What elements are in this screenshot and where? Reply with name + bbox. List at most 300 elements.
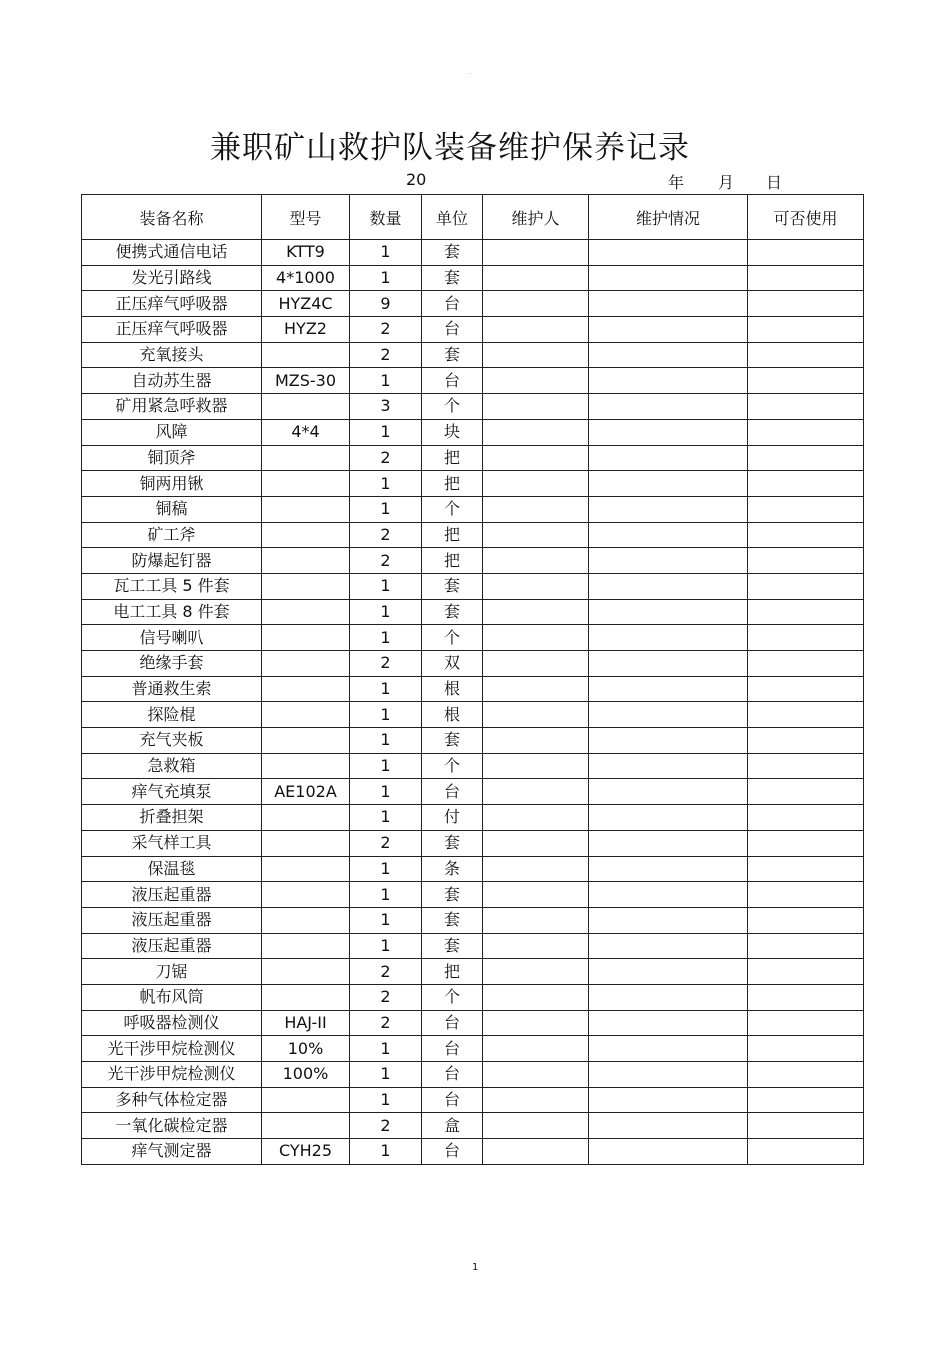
- cell-unit: 个: [422, 984, 483, 1010]
- cell-maintenance-status: [589, 573, 748, 599]
- header-maintainer: 维护人: [483, 195, 589, 240]
- cell-model: [262, 830, 350, 856]
- cell-maintenance-status: [589, 1139, 748, 1165]
- cell-unit: 套: [422, 265, 483, 291]
- cell-maintainer: [483, 1139, 589, 1165]
- cell-quantity: 2: [350, 342, 422, 368]
- table-row: [82, 265, 864, 291]
- cell-equipment-name: 电工工具 8 件套: [82, 599, 262, 625]
- cell-unit: 台: [422, 291, 483, 317]
- cell-equipment-name: 折叠担架: [82, 805, 262, 831]
- cell-maintenance-status: [589, 599, 748, 625]
- cell-usable: [748, 1139, 864, 1165]
- cell-quantity: 1: [350, 368, 422, 394]
- table-row: [82, 779, 864, 805]
- cell-maintainer: [483, 676, 589, 702]
- cell-maintenance-status: [589, 265, 748, 291]
- cell-maintainer: [483, 291, 589, 317]
- cell-usable: [748, 882, 864, 908]
- cell-maintenance-status: [589, 548, 748, 574]
- cell-maintainer: [483, 548, 589, 574]
- cell-usable: [748, 419, 864, 445]
- cell-equipment-name: 铜顶斧: [82, 445, 262, 471]
- cell-maintenance-status: [589, 419, 748, 445]
- cell-equipment-name: 保温毯: [82, 856, 262, 882]
- cell-model: [262, 753, 350, 779]
- cell-model: [262, 625, 350, 651]
- cell-model: 4*4: [262, 419, 350, 445]
- cell-model: MZS-30: [262, 368, 350, 394]
- cell-maintainer: [483, 317, 589, 343]
- cell-unit: 台: [422, 1036, 483, 1062]
- cell-model: [262, 1113, 350, 1139]
- table-row: [82, 1139, 864, 1165]
- cell-quantity: 1: [350, 676, 422, 702]
- cell-maintenance-status: [589, 1010, 748, 1036]
- cell-model: [262, 676, 350, 702]
- cell-maintainer: [483, 445, 589, 471]
- cell-equipment-name: 刀锯: [82, 959, 262, 985]
- cell-unit: 台: [422, 1139, 483, 1165]
- cell-maintenance-status: [589, 317, 748, 343]
- cell-model: HYZ4C: [262, 291, 350, 317]
- cell-model: 100%: [262, 1062, 350, 1088]
- table-row: [82, 805, 864, 831]
- cell-quantity: 2: [350, 317, 422, 343]
- cell-maintainer: [483, 933, 589, 959]
- cell-maintenance-status: [589, 830, 748, 856]
- cell-equipment-name: 便携式通信电话: [82, 240, 262, 266]
- cell-equipment-name: 发光引路线: [82, 265, 262, 291]
- cell-maintenance-status: [589, 933, 748, 959]
- cell-model: KTT9: [262, 240, 350, 266]
- table-row: [82, 728, 864, 754]
- cell-quantity: 1: [350, 573, 422, 599]
- cell-unit: 套: [422, 907, 483, 933]
- cell-equipment-name: 信号喇叭: [82, 625, 262, 651]
- cell-unit: 套: [422, 342, 483, 368]
- cell-unit: 套: [422, 573, 483, 599]
- cell-maintenance-status: [589, 779, 748, 805]
- cell-model: [262, 496, 350, 522]
- cell-quantity: 1: [350, 471, 422, 497]
- cell-usable: [748, 805, 864, 831]
- cell-maintenance-status: [589, 471, 748, 497]
- cell-usable: [748, 676, 864, 702]
- table-row: [82, 984, 864, 1010]
- table-row: [82, 959, 864, 985]
- cell-maintenance-status: [589, 805, 748, 831]
- cell-equipment-name: 液压起重器: [82, 907, 262, 933]
- date-day-label: 日: [766, 173, 783, 192]
- cell-maintainer: [483, 342, 589, 368]
- cell-equipment-name: 痒气充填泵: [82, 779, 262, 805]
- cell-usable: [748, 573, 864, 599]
- cell-unit: 盒: [422, 1113, 483, 1139]
- cell-usable: [748, 984, 864, 1010]
- cell-maintainer: [483, 1010, 589, 1036]
- cell-maintainer: [483, 419, 589, 445]
- cell-model: [262, 882, 350, 908]
- cell-quantity: 2: [350, 830, 422, 856]
- cell-model: [262, 445, 350, 471]
- cell-unit: 台: [422, 368, 483, 394]
- cell-quantity: 1: [350, 753, 422, 779]
- cell-maintainer: [483, 805, 589, 831]
- table-row: [82, 342, 864, 368]
- cell-equipment-name: 普通救生索: [82, 676, 262, 702]
- cell-maintainer: [483, 907, 589, 933]
- cell-model: [262, 702, 350, 728]
- cell-model: [262, 394, 350, 420]
- cell-maintenance-status: [589, 856, 748, 882]
- cell-usable: [748, 445, 864, 471]
- cell-maintenance-status: [589, 1036, 748, 1062]
- cell-usable: [748, 522, 864, 548]
- table-row: [82, 830, 864, 856]
- table-row: [82, 1087, 864, 1113]
- table-row: [82, 676, 864, 702]
- cell-maintenance-status: [589, 1087, 748, 1113]
- cell-quantity: 1: [350, 1062, 422, 1088]
- cell-unit: 台: [422, 779, 483, 805]
- cell-usable: [748, 728, 864, 754]
- cell-maintenance-status: [589, 984, 748, 1010]
- cell-maintenance-status: [589, 676, 748, 702]
- cell-maintenance-status: [589, 651, 748, 677]
- cell-unit: 套: [422, 882, 483, 908]
- cell-maintenance-status: [589, 496, 748, 522]
- cell-maintenance-status: [589, 445, 748, 471]
- cell-quantity: 1: [350, 1139, 422, 1165]
- cell-equipment-name: 痒气测定器: [82, 1139, 262, 1165]
- cell-unit: 把: [422, 471, 483, 497]
- cell-usable: [748, 1010, 864, 1036]
- cell-equipment-name: 采气样工具: [82, 830, 262, 856]
- cell-model: [262, 599, 350, 625]
- cell-usable: [748, 625, 864, 651]
- cell-unit: 台: [422, 1087, 483, 1113]
- cell-quantity: 2: [350, 548, 422, 574]
- cell-quantity: 2: [350, 651, 422, 677]
- cell-model: HYZ2: [262, 317, 350, 343]
- cell-maintainer: [483, 882, 589, 908]
- table-row: [82, 599, 864, 625]
- equipment-maintenance-table: [81, 194, 864, 1165]
- page-number: 1: [472, 1262, 479, 1273]
- cell-model: [262, 728, 350, 754]
- table-row: [82, 907, 864, 933]
- cell-equipment-name: 多种气体检定器: [82, 1087, 262, 1113]
- cell-maintenance-status: [589, 728, 748, 754]
- cell-unit: 台: [422, 1062, 483, 1088]
- cell-unit: 根: [422, 676, 483, 702]
- table-row: [82, 522, 864, 548]
- table-row: [82, 496, 864, 522]
- cell-maintainer: [483, 599, 589, 625]
- cell-unit: 双: [422, 651, 483, 677]
- cell-equipment-name: 液压起重器: [82, 882, 262, 908]
- cell-equipment-name: 一氧化碳检定器: [82, 1113, 262, 1139]
- cell-maintainer: [483, 1087, 589, 1113]
- cell-quantity: 3: [350, 394, 422, 420]
- cell-quantity: 1: [350, 240, 422, 266]
- cell-quantity: 1: [350, 599, 422, 625]
- cell-equipment-name: 液压起重器: [82, 933, 262, 959]
- cell-model: [262, 342, 350, 368]
- cell-usable: [748, 959, 864, 985]
- table-row: [82, 1036, 864, 1062]
- cell-quantity: 2: [350, 959, 422, 985]
- cell-quantity: 1: [350, 882, 422, 908]
- table-row: [82, 651, 864, 677]
- date-month-label: 月: [718, 173, 735, 192]
- cell-quantity: 2: [350, 984, 422, 1010]
- cell-usable: [748, 291, 864, 317]
- cell-usable: [748, 599, 864, 625]
- cell-unit: 把: [422, 522, 483, 548]
- cell-quantity: 1: [350, 702, 422, 728]
- cell-unit: 套: [422, 830, 483, 856]
- table-body: [82, 240, 864, 1165]
- cell-maintenance-status: [589, 240, 748, 266]
- table-row: [82, 625, 864, 651]
- cell-maintenance-status: [589, 625, 748, 651]
- table-row: [82, 882, 864, 908]
- cell-equipment-name: 风障: [82, 419, 262, 445]
- cell-unit: 把: [422, 959, 483, 985]
- cell-maintainer: [483, 1036, 589, 1062]
- top-mark: ·: [469, 70, 472, 78]
- cell-maintenance-status: [589, 1113, 748, 1139]
- cell-usable: [748, 1036, 864, 1062]
- cell-equipment-name: 自动苏生器: [82, 368, 262, 394]
- cell-model: [262, 933, 350, 959]
- cell-usable: [748, 651, 864, 677]
- table-row: [82, 1062, 864, 1088]
- cell-maintainer: [483, 702, 589, 728]
- cell-maintenance-status: [589, 1062, 748, 1088]
- table-row: [82, 856, 864, 882]
- cell-quantity: 1: [350, 625, 422, 651]
- cell-equipment-name: 呼吸器检测仪: [82, 1010, 262, 1036]
- table-row: [82, 933, 864, 959]
- table-row: [82, 291, 864, 317]
- cell-quantity: 1: [350, 805, 422, 831]
- cell-quantity: 1: [350, 779, 422, 805]
- cell-equipment-name: 正压痒气呼吸器: [82, 317, 262, 343]
- cell-model: [262, 907, 350, 933]
- header-maintenance-status: 维护情况: [589, 195, 748, 240]
- cell-maintainer: [483, 753, 589, 779]
- cell-unit: 把: [422, 548, 483, 574]
- cell-maintainer: [483, 959, 589, 985]
- cell-maintainer: [483, 830, 589, 856]
- cell-maintainer: [483, 522, 589, 548]
- table-row: [82, 753, 864, 779]
- cell-maintainer: [483, 779, 589, 805]
- cell-equipment-name: 急救箱: [82, 753, 262, 779]
- table-row: [82, 368, 864, 394]
- cell-model: HAJ-II: [262, 1010, 350, 1036]
- cell-usable: [748, 548, 864, 574]
- page-title: 兼职矿山救护队装备维护保养记录: [210, 130, 690, 166]
- cell-quantity: 2: [350, 1113, 422, 1139]
- table-row: [82, 394, 864, 420]
- cell-equipment-name: 充氧接头: [82, 342, 262, 368]
- cell-usable: [748, 342, 864, 368]
- table-row: [82, 445, 864, 471]
- cell-model: [262, 856, 350, 882]
- cell-maintainer: [483, 625, 589, 651]
- cell-usable: [748, 317, 864, 343]
- cell-unit: 条: [422, 856, 483, 882]
- cell-unit: 台: [422, 1010, 483, 1036]
- cell-usable: [748, 1062, 864, 1088]
- cell-maintainer: [483, 573, 589, 599]
- cell-equipment-name: 充气夹板: [82, 728, 262, 754]
- cell-unit: 个: [422, 753, 483, 779]
- table-row: [82, 317, 864, 343]
- cell-maintainer: [483, 368, 589, 394]
- cell-equipment-name: 矿用紧急呼救器: [82, 394, 262, 420]
- cell-usable: [748, 830, 864, 856]
- cell-maintenance-status: [589, 753, 748, 779]
- cell-usable: [748, 1113, 864, 1139]
- cell-maintainer: [483, 1062, 589, 1088]
- cell-equipment-name: 瓦工工具 5 件套: [82, 573, 262, 599]
- cell-unit: 套: [422, 933, 483, 959]
- cell-model: [262, 522, 350, 548]
- cell-maintainer: [483, 265, 589, 291]
- cell-maintainer: [483, 651, 589, 677]
- table-row: [82, 419, 864, 445]
- cell-maintainer: [483, 394, 589, 420]
- cell-model: 4*1000: [262, 265, 350, 291]
- cell-equipment-name: 光干涉甲烷检测仪: [82, 1036, 262, 1062]
- cell-maintainer: [483, 728, 589, 754]
- cell-equipment-name: 防爆起钉器: [82, 548, 262, 574]
- cell-usable: [748, 265, 864, 291]
- cell-usable: [748, 779, 864, 805]
- cell-model: 10%: [262, 1036, 350, 1062]
- cell-unit: 台: [422, 317, 483, 343]
- cell-equipment-name: 矿工斧: [82, 522, 262, 548]
- cell-maintenance-status: [589, 882, 748, 908]
- cell-unit: 个: [422, 496, 483, 522]
- cell-usable: [748, 907, 864, 933]
- cell-usable: [748, 240, 864, 266]
- cell-maintenance-status: [589, 342, 748, 368]
- date-year-label: 年: [668, 173, 685, 192]
- cell-quantity: 1: [350, 419, 422, 445]
- cell-quantity: 2: [350, 522, 422, 548]
- cell-usable: [748, 753, 864, 779]
- cell-unit: 根: [422, 702, 483, 728]
- cell-usable: [748, 471, 864, 497]
- cell-unit: 套: [422, 240, 483, 266]
- cell-usable: [748, 1087, 864, 1113]
- cell-maintainer: [483, 240, 589, 266]
- cell-unit: 把: [422, 445, 483, 471]
- cell-usable: [748, 394, 864, 420]
- cell-quantity: 9: [350, 291, 422, 317]
- cell-quantity: 2: [350, 1010, 422, 1036]
- cell-model: [262, 471, 350, 497]
- cell-usable: [748, 856, 864, 882]
- cell-maintainer: [483, 984, 589, 1010]
- cell-model: [262, 548, 350, 574]
- cell-equipment-name: 绝缘手套: [82, 651, 262, 677]
- table-row: [82, 471, 864, 497]
- cell-unit: 个: [422, 394, 483, 420]
- header-equipment-name: 装备名称: [82, 195, 262, 240]
- cell-maintenance-status: [589, 368, 748, 394]
- cell-model: [262, 984, 350, 1010]
- cell-model: [262, 805, 350, 831]
- header-unit: 单位: [422, 195, 483, 240]
- cell-equipment-name: 帆布风筒: [82, 984, 262, 1010]
- table-row: [82, 1010, 864, 1036]
- cell-unit: 套: [422, 599, 483, 625]
- cell-maintenance-status: [589, 702, 748, 728]
- cell-maintainer: [483, 856, 589, 882]
- cell-maintainer: [483, 496, 589, 522]
- cell-unit: 块: [422, 419, 483, 445]
- cell-quantity: 1: [350, 265, 422, 291]
- cell-quantity: 1: [350, 1087, 422, 1113]
- cell-model: CYH25: [262, 1139, 350, 1165]
- cell-quantity: 1: [350, 933, 422, 959]
- cell-quantity: 1: [350, 856, 422, 882]
- cell-usable: [748, 496, 864, 522]
- table-row: [82, 573, 864, 599]
- cell-quantity: 2: [350, 445, 422, 471]
- table-row: [82, 702, 864, 728]
- cell-quantity: 1: [350, 728, 422, 754]
- cell-quantity: 1: [350, 1036, 422, 1062]
- cell-maintainer: [483, 471, 589, 497]
- table-row: [82, 548, 864, 574]
- cell-model: [262, 1087, 350, 1113]
- cell-model: [262, 959, 350, 985]
- cell-quantity: 1: [350, 907, 422, 933]
- cell-usable: [748, 933, 864, 959]
- cell-maintenance-status: [589, 907, 748, 933]
- table-row: [82, 1113, 864, 1139]
- table-header-row: [82, 195, 864, 240]
- table-row: [82, 240, 864, 266]
- cell-equipment-name: 光干涉甲烷检测仪: [82, 1062, 262, 1088]
- cell-usable: [748, 368, 864, 394]
- cell-unit: 套: [422, 728, 483, 754]
- cell-equipment-name: 铜稿: [82, 496, 262, 522]
- cell-model: [262, 651, 350, 677]
- cell-equipment-name: 铜两用锹: [82, 471, 262, 497]
- cell-maintenance-status: [589, 959, 748, 985]
- cell-maintenance-status: [589, 291, 748, 317]
- header-quantity: 数量: [350, 195, 422, 240]
- cell-model: [262, 573, 350, 599]
- cell-unit: 付: [422, 805, 483, 831]
- cell-maintenance-status: [589, 522, 748, 548]
- cell-usable: [748, 702, 864, 728]
- cell-unit: 个: [422, 625, 483, 651]
- header-model: 型号: [262, 195, 350, 240]
- header-usable: 可否使用: [748, 195, 864, 240]
- cell-maintenance-status: [589, 394, 748, 420]
- cell-quantity: 1: [350, 496, 422, 522]
